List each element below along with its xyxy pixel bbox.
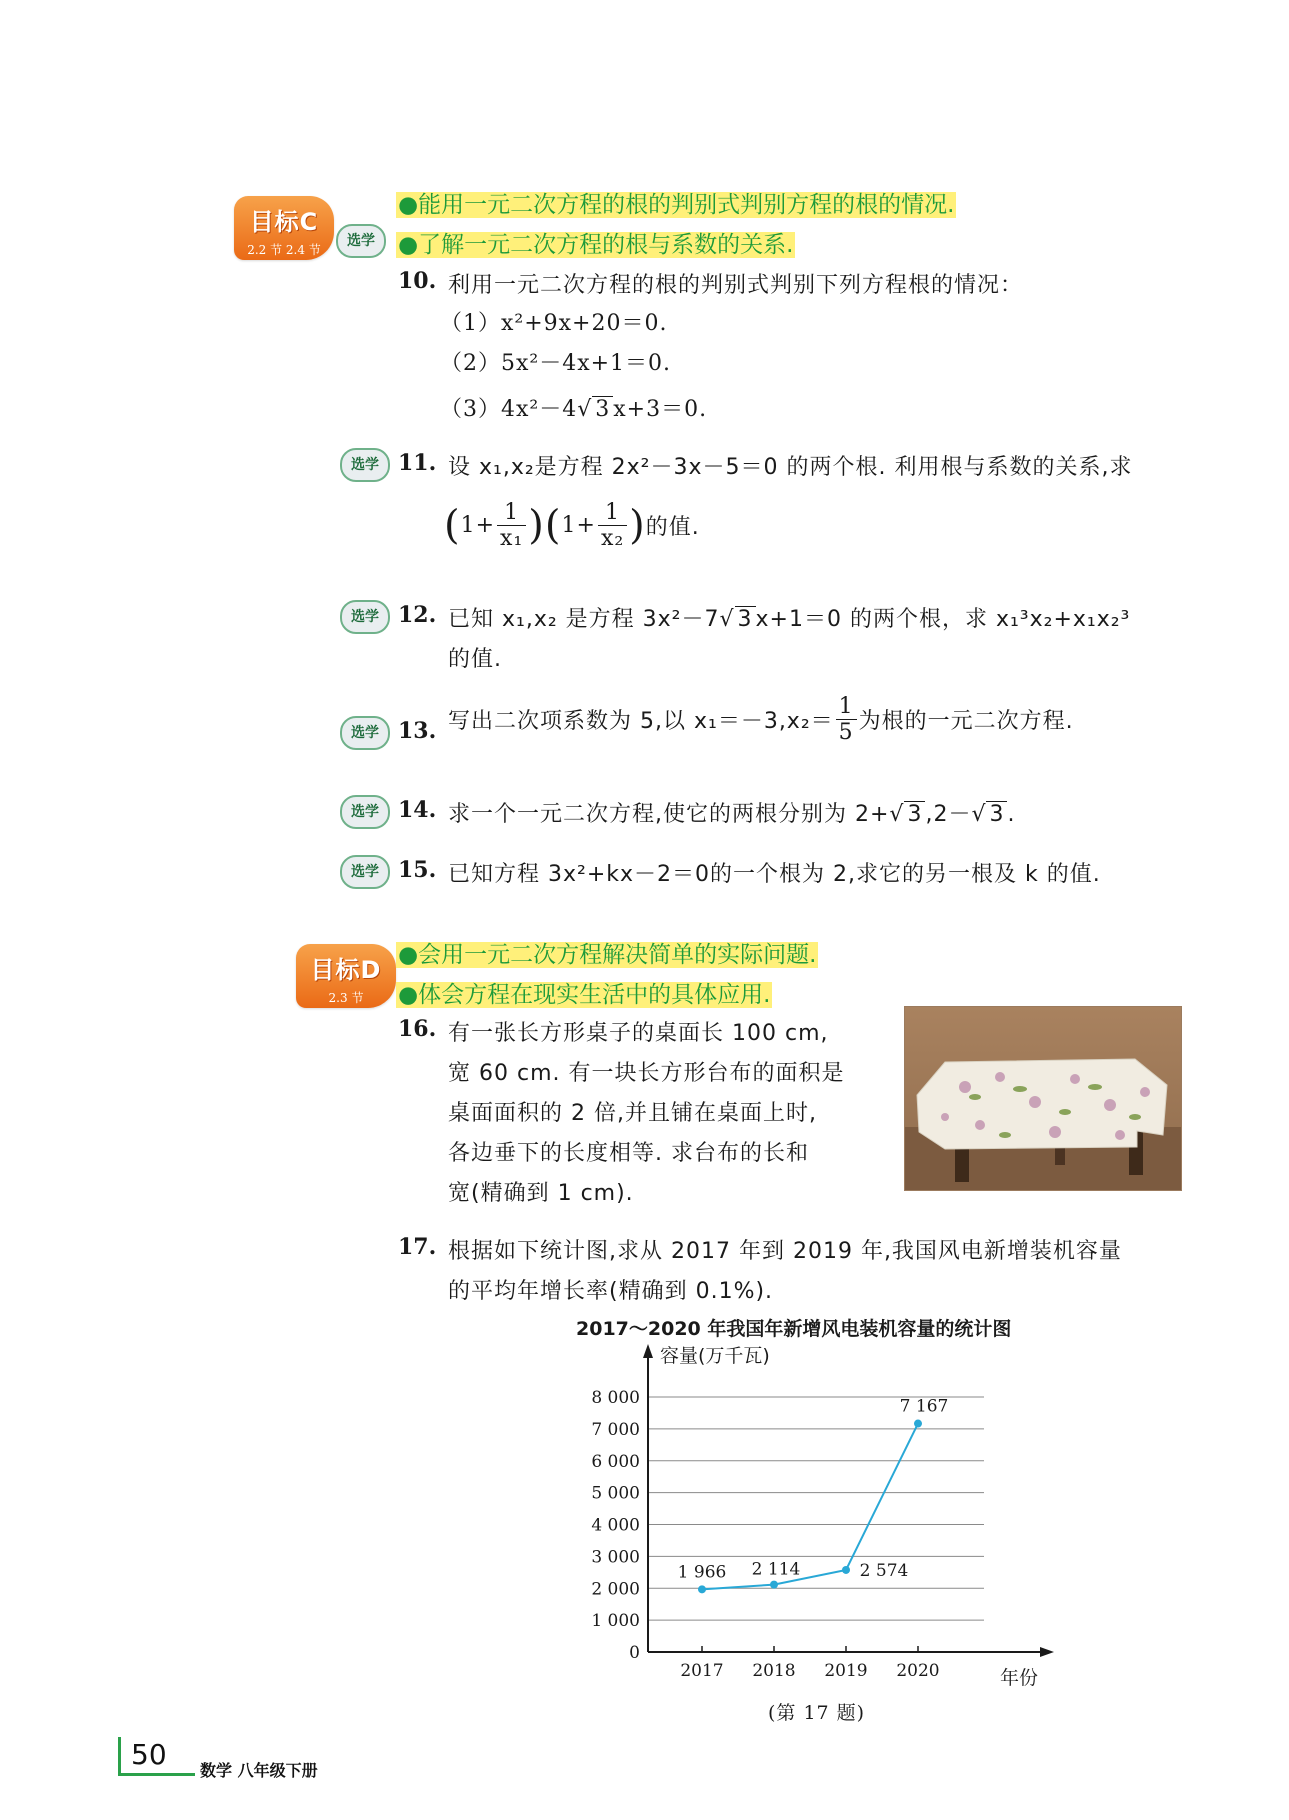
data-label: 1 966: [677, 1562, 727, 1583]
data-label: 7 167: [899, 1396, 949, 1417]
goal-d-sections: 2.3 节: [328, 991, 364, 1005]
y-tick-label: 8 000: [591, 1388, 640, 1408]
question-line: 桌面面积的 2 倍,并且铺在桌面上时,: [448, 1101, 817, 1126]
question-line: 各边垂下的长度相等. 求台布的长和: [448, 1141, 809, 1166]
goal-c-line2: ●了解一元二次方程的根与系数的关系.: [398, 232, 794, 258]
elective-badge: 选学: [340, 716, 390, 750]
figure-caption: (第 17 题): [768, 1702, 866, 1724]
goal-c-title: 目标C: [249, 208, 319, 236]
goal-c-badge: [234, 196, 334, 260]
y-tick-label: 2 000: [591, 1579, 640, 1600]
question-number: 16.: [398, 1016, 437, 1042]
y-axis-label: 容量(万千瓦): [660, 1345, 770, 1367]
question-text-cont: 的平均年增长率(精确到 0.1%).: [448, 1279, 774, 1304]
book-title: 数学 八年级下册: [200, 1761, 318, 1780]
tablecloth-photo: [904, 1006, 1182, 1191]
y-tick-label: 7 000: [591, 1419, 640, 1440]
question-number: 10.: [398, 268, 437, 294]
goal-d-line1: ●会用一元二次方程解决简单的实际问题.: [398, 942, 817, 968]
data-label: 2 574: [859, 1560, 909, 1581]
wind-capacity-line-chart: [560, 1340, 1080, 1700]
x-tick-label: 2020: [896, 1661, 940, 1681]
fraction-expression: (1+ $\frac{1}{\text{x₁}}$ )(1+ $\frac{1}{\text{x₂}}$ )的值.: [444, 500, 700, 551]
page-number: 50: [118, 1737, 195, 1776]
x-tick-label: 2018: [752, 1661, 796, 1681]
y-tick-label: 6 000: [591, 1451, 640, 1472]
question-text: 求一个一元二次方程,使它的两根分别为 2+√ 3 ,2－√ 3 .: [448, 802, 1016, 827]
question-text: 利用一元二次方程的根的判别式判别下列方程根的情况：: [448, 273, 1024, 298]
y-axis-arrow: [643, 1344, 653, 1358]
question-line: 宽 60 cm. 有一块长方形台布的面积是: [448, 1061, 845, 1086]
y-tick-label: 3 000: [591, 1547, 640, 1568]
question-text: 已知方程 3x²+kx－2＝0的一个根为 2,求它的另一根及 k 的值.: [448, 862, 1101, 887]
x-axis-label: 年份: [1000, 1667, 1039, 1689]
goal-d-line2: ●体会方程在现实生活中的具体应用.: [398, 982, 771, 1008]
data-point: [842, 1566, 850, 1574]
x-tick-label: 2019: [824, 1661, 868, 1681]
question-number: 11.: [398, 450, 437, 476]
x-axis-arrow: [1040, 1647, 1054, 1657]
question-number: 13.: [398, 718, 437, 744]
goal-c-line1: ●能用一元二次方程的根的判别式判别方程的根的情况.: [398, 192, 955, 218]
y-tick-label: 0: [629, 1643, 640, 1663]
y-tick-label: 5 000: [591, 1483, 640, 1504]
question-text: 根据如下统计图,求从 2017 年到 2019 年,我国风电新增装机容量: [448, 1239, 1122, 1264]
equation-item: （2）5x²－4x+1＝0.: [440, 351, 672, 376]
elective-badge: 选学: [340, 448, 390, 482]
data-point: [770, 1581, 778, 1589]
question-number: 14.: [398, 797, 437, 823]
elective-badge: 选学: [336, 224, 386, 258]
equation-item: （3）4x²－4√ 3 x+3＝0.: [440, 397, 708, 422]
elective-badge: 选学: [340, 795, 390, 829]
question-line: 有一张长方形桌子的桌面长 100 cm,: [448, 1021, 829, 1046]
goal-c-sections: 2.2 节 2.4 节: [247, 243, 321, 257]
goal-d-badge: [296, 944, 396, 1008]
chart-title: 2017～2020 年我国年新增风电装机容量的统计图: [576, 1318, 1012, 1340]
question-number: 17.: [398, 1234, 437, 1260]
question-line: 宽(精确到 1 cm).: [448, 1181, 634, 1206]
question-text: 设 x₁,x₂是方程 2x²－3x－5＝0 的两个根. 利用根与系数的关系,求: [448, 455, 1133, 480]
question-number: 12.: [398, 602, 437, 628]
y-tick-label: 1 000: [591, 1611, 640, 1632]
question-text: 写出二次项系数为 5,以 x₁＝－3,x₂＝ $\frac{1}{5}$ 为根的一元二次方程.: [448, 694, 1074, 745]
data-label: 2 114: [751, 1559, 801, 1580]
data-point: [914, 1420, 922, 1428]
goal-d-title: 目标D: [310, 956, 382, 984]
x-tick-label: 2017: [680, 1661, 724, 1681]
question-text-cont: 的值.: [448, 647, 502, 672]
y-tick-label: 4 000: [591, 1515, 640, 1536]
elective-badge: 选学: [340, 600, 390, 634]
elective-badge: 选学: [340, 855, 390, 889]
question-text: 已知 x₁,x₂ 是方程 3x²－7√ 3 x+1＝0 的两个根，求 x₁³x₂+x₁x₂³: [448, 607, 1131, 632]
question-number: 15.: [398, 857, 437, 883]
data-point: [698, 1585, 706, 1593]
equation-item: （1）x²+9x+20＝0.: [440, 311, 668, 336]
